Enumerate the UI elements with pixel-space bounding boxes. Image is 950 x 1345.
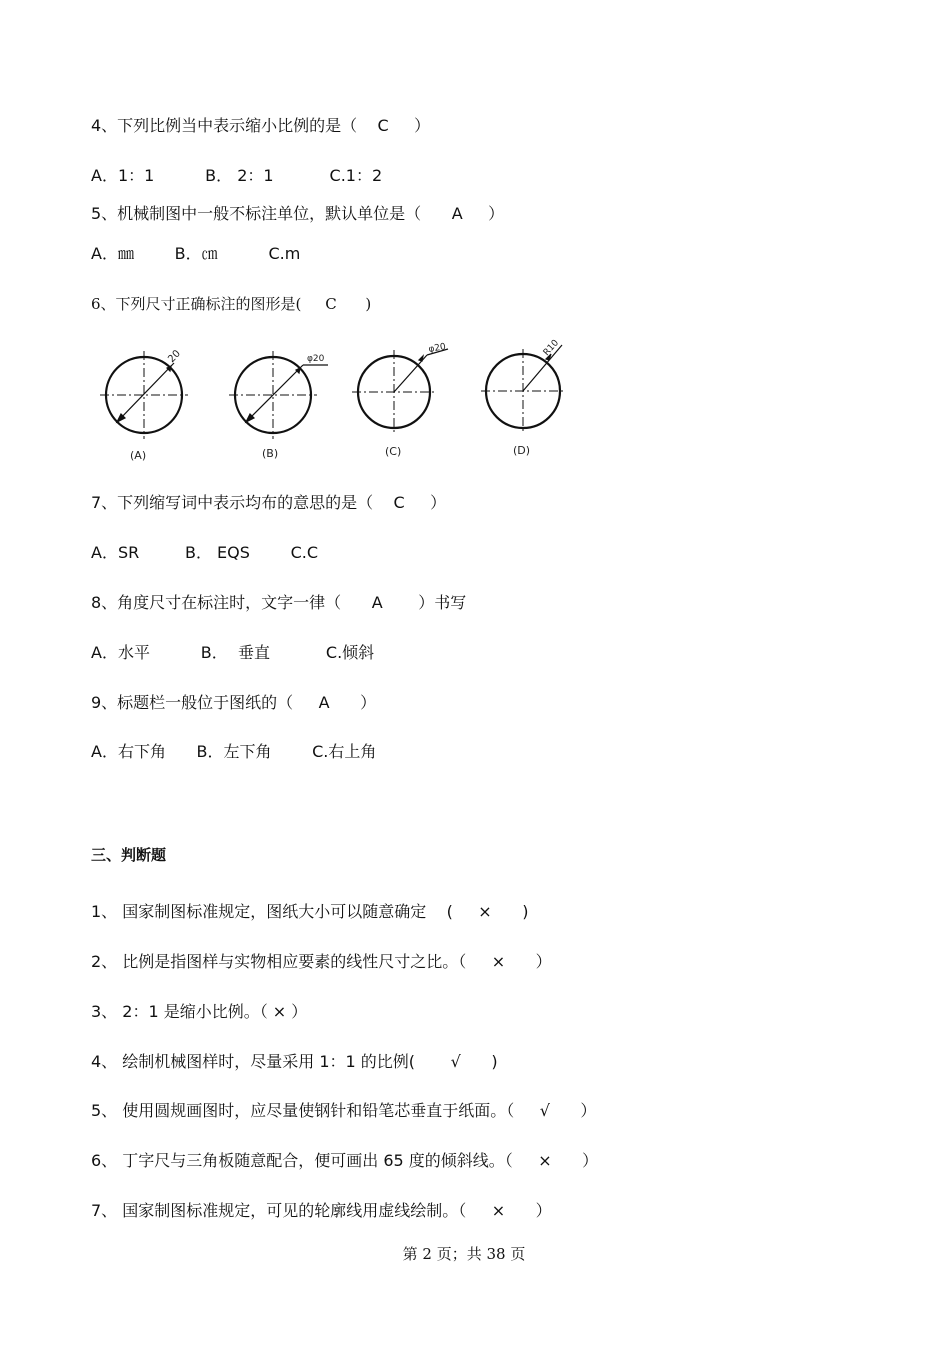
dim-d: R10 xyxy=(541,338,562,359)
label-a: (A) xyxy=(130,449,147,462)
question-4-options: A．1：1 B． 2：1 C.1：2 xyxy=(91,166,383,185)
page-footer: 第 2 页；共 38 页 xyxy=(402,1245,526,1263)
question-5-options: A．㎜ B．㎝ C.m xyxy=(91,244,301,263)
circles-diagram xyxy=(92,338,582,468)
question-8-stem: 8、角度尺寸在标注时，文字一律（ A ）书写 xyxy=(91,593,467,612)
dim-c: φ20 xyxy=(427,342,447,355)
judge-item-2: 2、 比例是指图样与实物相应要素的线性尺寸之比。（ × ） xyxy=(91,952,552,971)
judge-item-6: 6、 丁字尺与三角板随意配合，便可画出 65 度的倾斜线。（ × ） xyxy=(91,1151,599,1170)
section-title: 三、判断题 xyxy=(91,846,167,864)
question-8-options: A．水平 B． 垂直 C.倾斜 xyxy=(91,643,375,662)
question-7-options: A．SR B． EQS C.C xyxy=(91,543,319,562)
question-9-options: A．右下角 B．左下角 C.右上角 xyxy=(91,742,377,761)
question-5-stem: 5、机械制图中一般不标注单位，默认单位是（ A ） xyxy=(91,204,505,223)
judge-item-5: 5、 使用圆规画图时，应尽量使钢针和铅笔芯垂直于纸面。（ √ ） xyxy=(91,1101,597,1120)
dim-b: φ20 xyxy=(307,354,325,364)
question-9-stem: 9、标题栏一般位于图纸的（ A ） xyxy=(91,693,377,712)
label-b: (B) xyxy=(262,447,279,460)
question-4-stem: 4、下列比例当中表示缩小比例的是（ C ） xyxy=(91,116,431,135)
dim-a: 20 xyxy=(166,348,184,366)
question-7-stem: 7、下列缩写词中表示均布的意思的是（ C ） xyxy=(91,493,447,512)
judge-item-7: 7、 国家制图标准规定，可见的轮廓线用虚线绘制。（ × ） xyxy=(91,1201,552,1220)
question-6-stem: 6、下列尺寸正确标注的图形是( C ) xyxy=(91,295,372,313)
judge-item-3: 3、 2：1 是缩小比例。（ × ） xyxy=(91,1002,308,1021)
dimension-figure xyxy=(92,338,582,468)
judge-item-4: 4、 绘制机械图样时，尽量采用 1：1 的比例( √ ) xyxy=(91,1052,498,1071)
judge-item-1: 1、 国家制图标准规定，图纸大小可以随意确定 ( × ) xyxy=(91,902,529,921)
label-d: (D) xyxy=(513,444,531,457)
label-c: (C) xyxy=(385,445,402,458)
